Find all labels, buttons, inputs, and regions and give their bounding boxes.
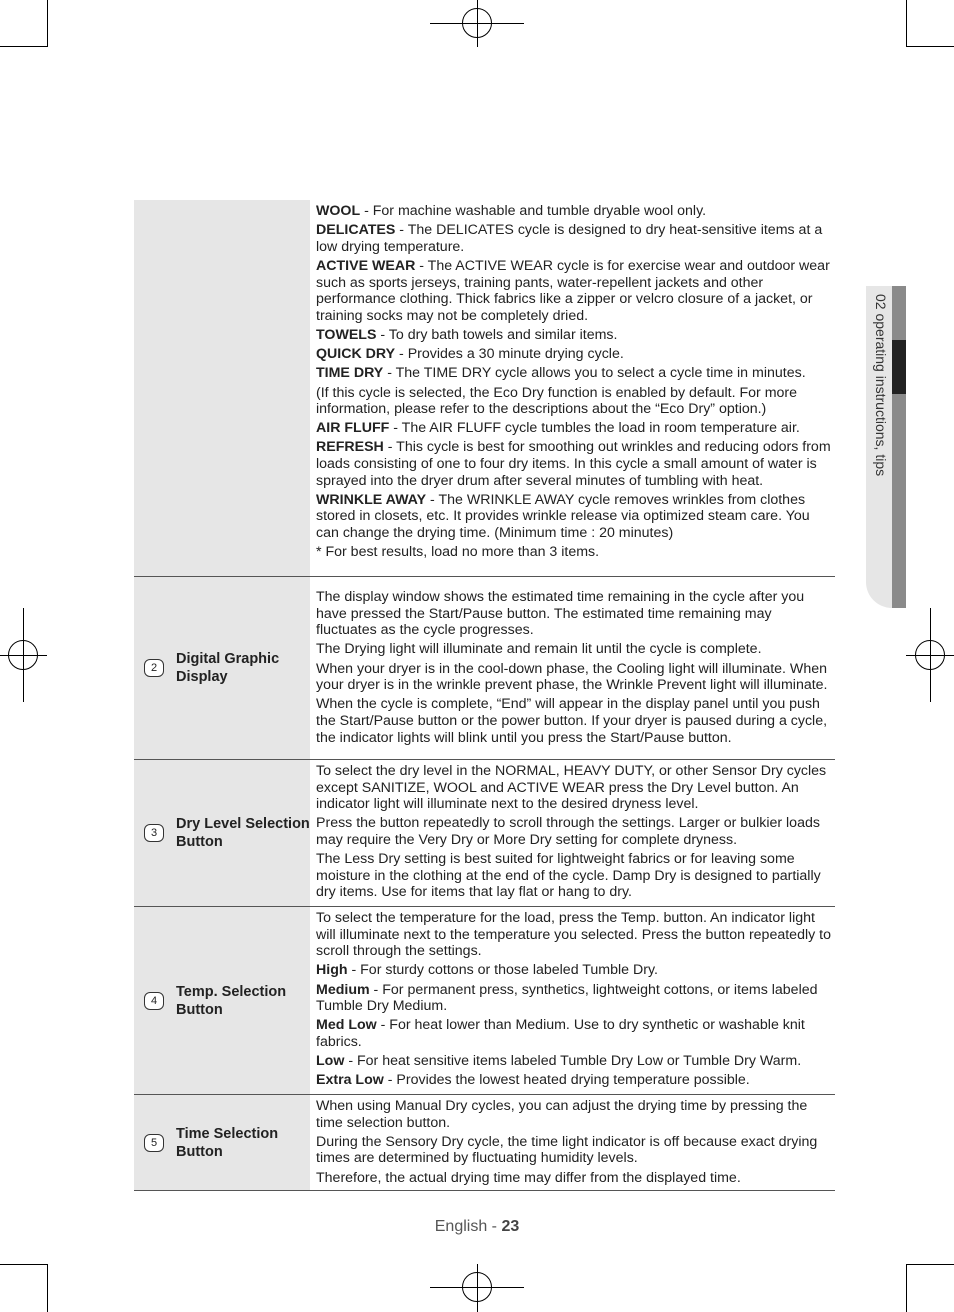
description-paragraph [316, 222, 835, 255]
option-name: REFRESH [316, 439, 384, 456]
description-paragraph [316, 1017, 835, 1050]
option-name: Medium [316, 981, 370, 998]
option-name: DELICATES [316, 222, 396, 239]
table-row [134, 907, 835, 1095]
description-text: - This cycle is best for smoothing out wrinkles and reducing odors from loads consisting of one to four dry items. In this cycle a small amount of water is sprayed into the dryer drum after several minutes of tumbling with heat. [316, 439, 831, 489]
description-paragraph [316, 203, 835, 220]
option-name: High [316, 962, 348, 979]
row-number-badge: 4 [144, 992, 164, 1010]
description-paragraph [316, 910, 835, 960]
description-paragraph [316, 763, 835, 813]
option-name: WOOL [316, 203, 361, 219]
description-text: To select the temperature for the load, press the Temp. button. An indicator light will illuminate next to the temperature you selected. Press the button repeatedly to scroll through the settings. [316, 910, 831, 960]
description-paragraph [316, 696, 835, 746]
description-paragraph [316, 544, 835, 561]
option-name: WRINKLE AWAY [316, 491, 427, 508]
section-side-bar-marker [892, 340, 906, 394]
row-number-badge: 3 [144, 824, 164, 842]
row-feature-name: Dry Level Selection Button [176, 816, 310, 850]
page-footer [0, 1218, 954, 1236]
row-description-cell [310, 907, 835, 1094]
row-label-cell [134, 577, 310, 759]
description-paragraph [316, 439, 835, 489]
crop-mark [0, 1264, 47, 1265]
crop-mark [906, 46, 954, 47]
description-text: The display window shows the estimated time remaining in the cycle after you have pressed the Start/Pause button. The estimated time remaining may fluctuates as the cycle progresses. [316, 589, 805, 639]
description-paragraph [316, 851, 835, 901]
description-text: - For heat lower than Medium. Use to dry synthetic or washable knit fabrics. [316, 1017, 805, 1050]
row-number-badge: 2 [144, 659, 164, 677]
section-side-bar [892, 286, 906, 608]
crop-mark [906, 0, 907, 47]
option-name: TOWELS [316, 326, 377, 343]
registration-circle [8, 640, 38, 670]
row-label-cell [134, 760, 310, 906]
registration-circle [915, 640, 945, 670]
description-text: Therefore, the actual drying time may differ from the displayed time. [316, 1169, 741, 1186]
description-text: When using Manual Dry cycles, you can adjust the drying time by pressing the time selection button. [316, 1098, 808, 1131]
crop-mark [906, 1264, 907, 1312]
description-text: - The DELICATES cycle is designed to dry heat-sensitive items at a low drying temperature. [316, 222, 823, 255]
description-paragraph [316, 1072, 835, 1089]
description-text: - The AIR FLUFF cycle tumbles the load in room temperature air. [389, 420, 800, 437]
description-paragraph [316, 346, 835, 363]
row-label-cell [134, 907, 310, 1094]
row-feature-name: Temp. Selection Button [176, 983, 287, 1018]
table-row [134, 1095, 835, 1191]
description-paragraph [316, 1053, 835, 1070]
description-text: - For sturdy cottons or those labeled Tumble Dry. [347, 962, 658, 979]
footer-language: English - [434, 1218, 502, 1235]
description-text: Press the button repeatedly to scroll through the settings. Larger or bulkier loads may require the Very Dry or More Dry setting for complete dryness. [316, 815, 820, 848]
description-text: To select the dry level in the NORMAL, HEAVY DUTY, or other Sensor Dry cycles except SANITIZE, WOOL and ACTIVE WEAR press the Dry Level button. An indicator light will illuminate next to the desired dryness level. [316, 763, 827, 813]
registration-circle [462, 1272, 492, 1302]
description-paragraph [316, 327, 835, 344]
option-name: ACTIVE WEAR [316, 257, 416, 274]
description-text: When the cycle is complete, “End” will appear in the display panel until you push the Start/Pause button or the power button. If your dryer is paused during a cycle, the indicator lights will blink until you press the Start/Pause button. [316, 696, 828, 746]
row-label-cell [134, 200, 310, 576]
description-text: - The WRINKLE AWAY cycle removes wrinkles from clothes stored in closets, etc. It provides wrinkle release via optimized steam care. You can change the drying time. (Minimum time : 20 minutes) [316, 491, 810, 542]
description-paragraph [316, 385, 835, 418]
option-name: TIME DRY [316, 365, 384, 382]
option-name: QUICK DRY [316, 346, 396, 363]
description-paragraph [316, 1134, 835, 1167]
description-text: (If this cycle is selected, the Eco Dry function is enabled by default. For more information, please refer to the descriptions about the “Eco Dry” option.) [316, 384, 798, 418]
description-paragraph [316, 1098, 835, 1131]
description-text: When your dryer is in the cool-down phase, the Cooling light will illuminate. When your dryer is in the wrinkle prevent phase, the Wrinkle Prevent light will illuminate. [316, 660, 828, 694]
crop-mark [0, 46, 47, 47]
description-paragraph [316, 365, 835, 382]
description-text: The Less Dry setting is best suited for lightweight fabrics or for leaving some moisture in the clothing at the end of the cycle. Damp Dry is designed to partially dry items. Use for items that lay flat or hang to dry. [316, 851, 821, 901]
description-text: - To dry bath towels and similar items. [376, 326, 618, 343]
description-text: - For machine washable and tumble dryable wool only. [360, 203, 707, 219]
table-row [134, 200, 835, 577]
description-paragraph [316, 589, 835, 639]
description-paragraph [316, 661, 835, 694]
description-text: During the Sensory Dry cycle, the time light indicator is off because exact drying times are determined by fluctuating humidity levels. [316, 1133, 818, 1167]
row-description-cell [310, 760, 835, 906]
row-description-cell [310, 1095, 835, 1190]
description-paragraph [316, 982, 835, 1015]
description-paragraph [316, 962, 835, 979]
description-paragraph [316, 258, 835, 324]
description-paragraph [316, 420, 835, 437]
crop-mark [47, 1264, 48, 1312]
description-paragraph [316, 492, 835, 542]
description-text: - The TIME DRY cycle allows you to select a cycle time in minutes. [383, 365, 806, 382]
option-name: AIR FLUFF [316, 420, 390, 437]
row-feature-name: Time Selection Button [176, 1125, 279, 1160]
registration-circle [462, 8, 492, 38]
description-text: The Drying light will illuminate and remain lit until the cycle is complete. [316, 641, 762, 658]
option-name: Low [316, 1053, 345, 1070]
description-text: * For best results, load no more than 3 items. [316, 544, 600, 561]
row-description-cell [310, 577, 835, 759]
description-text: - Provides the lowest heated drying temperature possible. [383, 1072, 750, 1089]
description-paragraph [316, 641, 835, 658]
row-number-badge: 5 [144, 1134, 164, 1152]
description-text: - Provides a 30 minute drying cycle. [395, 346, 624, 363]
description-text: - For permanent press, synthetics, lightweight cottons, or items labeled Tumble Dry Medium. [316, 981, 818, 1015]
description-text: - For heat sensitive items labeled Tumble Dry Low or Tumble Dry Warm. [344, 1053, 802, 1070]
table-row [134, 760, 835, 907]
row-description-cell [310, 200, 835, 576]
feature-table [134, 200, 835, 1191]
crop-mark [906, 1264, 954, 1265]
crop-mark [47, 0, 48, 47]
description-paragraph [316, 1170, 835, 1187]
description-text: - The ACTIVE WEAR cycle is for exercise wear and outdoor wear such as sports jerseys, training pants, water-repellent jackets and other performance clothing. Thick fabrics like a zipper or velcro closure of a jacket, or training socks may not be completely dried. [316, 257, 830, 324]
table-row [134, 577, 835, 760]
option-name: Extra Low [316, 1072, 384, 1089]
description-paragraph [316, 815, 835, 848]
section-side-label: 02 operating instructions, tips [873, 294, 889, 477]
row-feature-name: Digital Graphic Display [176, 651, 280, 685]
option-name: Med Low [316, 1017, 377, 1034]
row-label-cell [134, 1095, 310, 1190]
page-number: 23 [501, 1218, 520, 1235]
